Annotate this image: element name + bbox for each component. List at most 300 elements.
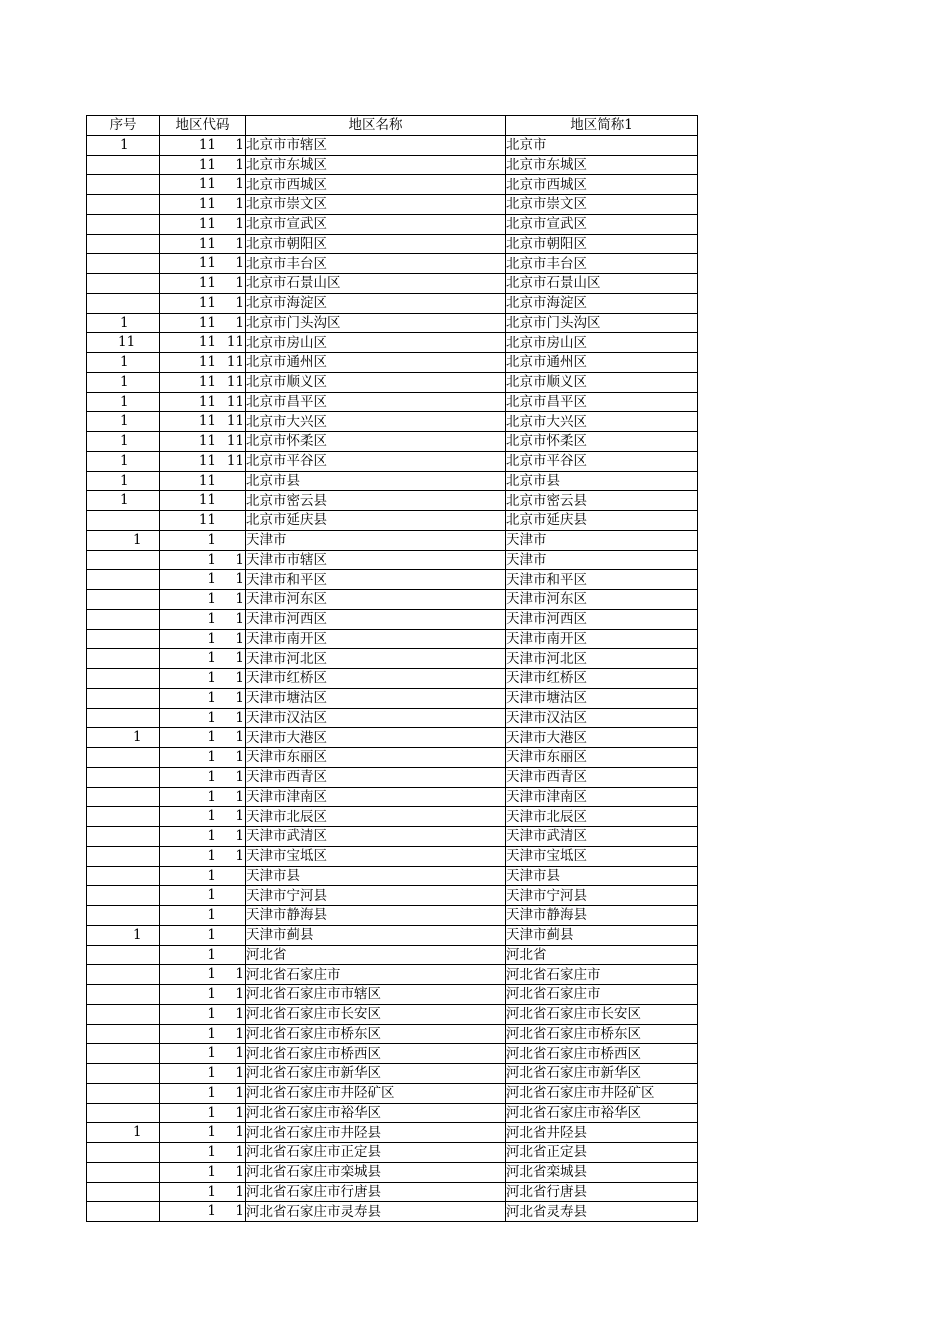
cell-region-code[interactable] <box>160 669 246 689</box>
cell-seq[interactable] <box>87 965 160 985</box>
cell-region-short-name[interactable]: 北京市大兴区 <box>506 412 698 432</box>
cell-region-short-name[interactable]: 北京市昌平区 <box>506 392 698 412</box>
cell-region-code[interactable] <box>160 214 246 234</box>
cell-region-name[interactable]: 北京市密云县 <box>246 491 506 511</box>
cell-seq[interactable] <box>87 1182 160 1202</box>
seq-value: 1 <box>120 314 129 331</box>
cell-seq[interactable] <box>87 432 160 452</box>
cell-seq[interactable] <box>87 985 160 1005</box>
cell-region-name[interactable]: 天津市静海县 <box>246 906 506 926</box>
header-region-short-name[interactable]: 地区简称1 <box>506 116 698 136</box>
region-code-part-b: 11 <box>226 334 244 351</box>
cell-seq[interactable] <box>87 234 160 254</box>
cell-seq[interactable] <box>87 570 160 590</box>
seq-value: 1 <box>133 926 142 943</box>
region-code-part-b: 1 <box>235 314 244 331</box>
cell-region-name[interactable]: 河北省石家庄市新华区 <box>246 1064 506 1084</box>
cell-region-name[interactable]: 天津市塘沽区 <box>246 688 506 708</box>
cell-region-name[interactable]: 天津市市辖区 <box>246 550 506 570</box>
cell-region-code[interactable] <box>160 590 246 610</box>
cell-seq[interactable] <box>87 925 160 945</box>
region-code-part-a: 1 <box>207 1045 216 1062</box>
region-code-part-a: 1 <box>207 650 216 667</box>
table-row <box>87 1103 698 1123</box>
cell-seq[interactable] <box>87 214 160 234</box>
cell-region-name[interactable]: 河北省石家庄市井陉矿区 <box>246 1083 506 1103</box>
region-code-part-b: 1 <box>235 591 244 607</box>
cell-region-short-name[interactable]: 河北省井陉县 <box>506 1123 698 1143</box>
cell-region-name[interactable]: 河北省石家庄市正定县 <box>246 1143 506 1163</box>
cell-region-short-name[interactable]: 北京市顺义区 <box>506 372 698 392</box>
cell-seq[interactable] <box>87 827 160 847</box>
cell-region-name[interactable]: 天津市宁河县 <box>246 886 506 906</box>
cell-seq[interactable] <box>87 886 160 906</box>
cell-region-short-name[interactable]: 北京市平谷区 <box>506 451 698 471</box>
table-row <box>87 1202 698 1222</box>
region-code-part-b: 11 <box>226 393 244 410</box>
cell-region-code[interactable] <box>160 353 246 373</box>
cell-region-short-name[interactable]: 北京市西城区 <box>506 175 698 195</box>
cell-region-code[interactable] <box>160 965 246 985</box>
cell-region-code[interactable] <box>160 313 246 333</box>
region-code-part-a: 1 <box>207 1163 216 1180</box>
cell-seq[interactable] <box>87 333 160 353</box>
cell-seq[interactable] <box>87 609 160 629</box>
cell-seq[interactable] <box>87 1143 160 1163</box>
cell-region-name[interactable]: 天津市东丽区 <box>246 748 506 768</box>
table-row <box>87 195 698 215</box>
region-code-part-b: 1 <box>235 275 244 291</box>
cell-region-code[interactable] <box>160 175 246 195</box>
table-row <box>87 1123 698 1143</box>
cell-seq[interactable] <box>87 313 160 333</box>
cell-region-code[interactable] <box>160 827 246 847</box>
region-code-part-a: 1 <box>207 1203 216 1220</box>
cell-region-code[interactable] <box>160 1103 246 1123</box>
table-row <box>87 511 698 531</box>
cell-region-code[interactable] <box>160 530 246 550</box>
cell-region-name[interactable]: 天津市南开区 <box>246 629 506 649</box>
cell-region-name[interactable]: 河北省石家庄市桥东区 <box>246 1024 506 1044</box>
region-code-part-a: 1 <box>207 551 216 568</box>
cell-region-short-name[interactable]: 天津市蓟县 <box>506 925 698 945</box>
cell-region-short-name[interactable]: 天津市南开区 <box>506 629 698 649</box>
cell-region-short-name[interactable]: 天津市东丽区 <box>506 748 698 768</box>
table-row <box>87 1182 698 1202</box>
cell-region-code[interactable] <box>160 1162 246 1182</box>
table-row <box>87 333 698 353</box>
cell-region-name[interactable]: 河北省石家庄市栾城县 <box>246 1162 506 1182</box>
table-row <box>87 866 698 886</box>
cell-region-code[interactable] <box>160 787 246 807</box>
cell-region-name[interactable]: 天津市红桥区 <box>246 669 506 689</box>
region-code-part-a: 1 <box>207 670 216 686</box>
cell-region-short-name[interactable]: 天津市河北区 <box>506 649 698 669</box>
cell-region-code[interactable] <box>160 866 246 886</box>
cell-region-short-name[interactable]: 天津市汉沽区 <box>506 708 698 728</box>
cell-region-short-name[interactable]: 北京市海淀区 <box>506 293 698 313</box>
region-code-part-a: 1 <box>207 966 216 983</box>
cell-seq[interactable] <box>87 412 160 432</box>
cell-region-code[interactable] <box>160 1143 246 1163</box>
region-code-part-a: 1 <box>207 867 216 884</box>
region-code-part-a: 11 <box>198 433 216 449</box>
cell-region-code[interactable] <box>160 254 246 274</box>
region-code-part-b: 1 <box>235 1183 244 1200</box>
region-code-part-b: 1 <box>235 156 244 173</box>
region-code-part-a: 1 <box>207 946 216 963</box>
cell-seq[interactable] <box>87 511 160 531</box>
cell-region-name[interactable]: 北京市门头沟区 <box>246 313 506 333</box>
cell-region-short-name[interactable]: 北京市宣武区 <box>506 214 698 234</box>
table-row <box>87 708 698 728</box>
cell-region-name[interactable]: 天津市县 <box>246 866 506 886</box>
cell-seq[interactable] <box>87 274 160 294</box>
cell-seq[interactable] <box>87 1064 160 1084</box>
cell-seq[interactable] <box>87 1162 160 1182</box>
cell-region-short-name[interactable]: 北京市门头沟区 <box>506 313 698 333</box>
cell-region-short-name[interactable]: 河北省灵寿县 <box>506 1202 698 1222</box>
cell-region-code[interactable] <box>160 234 246 254</box>
table-row <box>87 353 698 373</box>
cell-region-short-name[interactable]: 北京市县 <box>506 471 698 491</box>
table-row <box>87 649 698 669</box>
cell-region-short-name[interactable]: 河北省正定县 <box>506 1143 698 1163</box>
cell-region-short-name[interactable]: 天津市河西区 <box>506 609 698 629</box>
cell-region-code[interactable] <box>160 432 246 452</box>
cell-region-code[interactable] <box>160 412 246 432</box>
cell-region-short-name[interactable]: 天津市津南区 <box>506 787 698 807</box>
cell-region-code[interactable] <box>160 807 246 827</box>
cell-region-short-name[interactable]: 天津市宝坻区 <box>506 846 698 866</box>
cell-region-code[interactable] <box>160 195 246 215</box>
cell-seq[interactable] <box>87 807 160 827</box>
seq-value: 1 <box>120 373 129 390</box>
cell-region-name[interactable]: 北京市延庆县 <box>246 511 506 531</box>
cell-region-short-name[interactable]: 河北省石家庄市桥西区 <box>506 1044 698 1064</box>
header-row <box>87 116 698 136</box>
table-row <box>87 906 698 926</box>
cell-region-short-name[interactable]: 天津市河东区 <box>506 590 698 610</box>
cell-region-code[interactable] <box>160 471 246 491</box>
cell-region-short-name[interactable]: 天津市 <box>506 530 698 550</box>
cell-seq[interactable] <box>87 846 160 866</box>
cell-region-name[interactable]: 北京市市辖区 <box>246 135 506 155</box>
cell-region-short-name[interactable]: 北京市朝阳区 <box>506 234 698 254</box>
cell-region-name[interactable]: 北京市东城区 <box>246 155 506 175</box>
region-code-part-a: 1 <box>207 788 216 805</box>
cell-region-name[interactable]: 北京市顺义区 <box>246 372 506 392</box>
cell-region-short-name[interactable]: 天津市塘沽区 <box>506 688 698 708</box>
cell-region-short-name[interactable]: 北京市崇文区 <box>506 195 698 215</box>
cell-region-code[interactable] <box>160 906 246 926</box>
cell-region-name[interactable]: 北京市朝阳区 <box>246 234 506 254</box>
cell-region-short-name[interactable]: 北京市石景山区 <box>506 274 698 294</box>
cell-seq[interactable] <box>87 155 160 175</box>
cell-region-name[interactable]: 北京市海淀区 <box>246 293 506 313</box>
cell-seq[interactable] <box>87 135 160 155</box>
seq-value: 1 <box>133 531 142 548</box>
cell-region-name[interactable]: 河北省石家庄市市辖区 <box>246 985 506 1005</box>
cell-region-name[interactable]: 天津市津南区 <box>246 787 506 807</box>
cell-seq[interactable] <box>87 372 160 392</box>
cell-region-code[interactable] <box>160 945 246 965</box>
cell-region-short-name[interactable]: 河北省 <box>506 945 698 965</box>
cell-region-name[interactable]: 天津市 <box>246 530 506 550</box>
cell-region-name[interactable]: 天津市河东区 <box>246 590 506 610</box>
cell-region-name[interactable]: 天津市汉沽区 <box>246 708 506 728</box>
cell-region-name[interactable]: 北京市石景山区 <box>246 274 506 294</box>
cell-region-code[interactable] <box>160 550 246 570</box>
cell-seq[interactable] <box>87 649 160 669</box>
cell-region-code[interactable] <box>160 767 246 787</box>
cell-seq[interactable] <box>87 550 160 570</box>
region-code-part-a: 11 <box>198 235 216 252</box>
cell-region-code[interactable] <box>160 1182 246 1202</box>
cell-region-short-name[interactable]: 北京市房山区 <box>506 333 698 353</box>
cell-region-name[interactable]: 北京市县 <box>246 471 506 491</box>
cell-region-name[interactable]: 天津市北辰区 <box>246 807 506 827</box>
cell-region-code[interactable] <box>160 748 246 768</box>
cell-region-code[interactable] <box>160 155 246 175</box>
table-row <box>87 925 698 945</box>
region-code-part-a: 1 <box>207 808 216 825</box>
cell-region-code[interactable] <box>160 1123 246 1143</box>
cell-seq[interactable] <box>87 906 160 926</box>
cell-seq[interactable] <box>87 767 160 787</box>
cell-seq[interactable] <box>87 353 160 373</box>
cell-region-code[interactable] <box>160 392 246 412</box>
table-row <box>87 945 698 965</box>
region-code-part-a: 11 <box>198 452 216 469</box>
cell-seq[interactable] <box>87 669 160 689</box>
region-code-part-b: 1 <box>235 1025 244 1042</box>
cell-region-name[interactable]: 北京市丰台区 <box>246 254 506 274</box>
cell-region-short-name[interactable]: 河北省栾城县 <box>506 1162 698 1182</box>
table-row <box>87 1143 698 1163</box>
cell-seq[interactable] <box>87 254 160 274</box>
cell-region-name[interactable]: 北京市房山区 <box>246 333 506 353</box>
cell-seq[interactable] <box>87 708 160 728</box>
cell-region-code[interactable] <box>160 886 246 906</box>
cell-region-name[interactable]: 北京市西城区 <box>246 175 506 195</box>
region-code-part-b: 1 <box>235 709 244 726</box>
region-code-part-b: 1 <box>235 729 244 746</box>
cell-region-name[interactable]: 天津市武清区 <box>246 827 506 847</box>
cell-region-name[interactable]: 天津市西青区 <box>246 767 506 787</box>
region-code-part-a: 1 <box>207 591 216 607</box>
cell-seq[interactable] <box>87 787 160 807</box>
region-code-part-b: 1 <box>235 986 244 1002</box>
cell-seq[interactable] <box>87 728 160 748</box>
cell-region-code[interactable] <box>160 333 246 353</box>
cell-region-code[interactable] <box>160 1202 246 1222</box>
cell-region-code[interactable] <box>160 1024 246 1044</box>
cell-region-name[interactable]: 河北省石家庄市 <box>246 965 506 985</box>
cell-seq[interactable] <box>87 195 160 215</box>
cell-region-code[interactable] <box>160 274 246 294</box>
table-row <box>87 1044 698 1064</box>
cell-region-name[interactable]: 河北省石家庄市行唐县 <box>246 1182 506 1202</box>
cell-region-code[interactable] <box>160 1004 246 1024</box>
cell-seq[interactable] <box>87 530 160 550</box>
cell-region-short-name[interactable]: 河北省石家庄市长安区 <box>506 1004 698 1024</box>
cell-region-name[interactable]: 北京市崇文区 <box>246 195 506 215</box>
cell-seq[interactable] <box>87 866 160 886</box>
cell-region-short-name[interactable]: 天津市静海县 <box>506 906 698 926</box>
cell-region-short-name[interactable]: 北京市怀柔区 <box>506 432 698 452</box>
cell-seq[interactable] <box>87 1083 160 1103</box>
cell-region-code[interactable] <box>160 570 246 590</box>
cell-region-name[interactable]: 河北省石家庄市长安区 <box>246 1004 506 1024</box>
cell-region-name[interactable]: 天津市宝坻区 <box>246 846 506 866</box>
cell-region-short-name[interactable]: 天津市县 <box>506 866 698 886</box>
region-code-part-a: 1 <box>207 986 216 1002</box>
cell-region-code[interactable] <box>160 846 246 866</box>
cell-region-name[interactable]: 天津市河西区 <box>246 609 506 629</box>
cell-region-name[interactable]: 北京市通州区 <box>246 353 506 373</box>
cell-region-name[interactable]: 河北省石家庄市桥西区 <box>246 1044 506 1064</box>
cell-region-short-name[interactable]: 北京市丰台区 <box>506 254 698 274</box>
cell-seq[interactable] <box>87 1004 160 1024</box>
region-code-part-b: 1 <box>235 610 244 627</box>
cell-region-short-name[interactable]: 天津市西青区 <box>506 767 698 787</box>
table-row <box>87 669 698 689</box>
cell-seq[interactable] <box>87 590 160 610</box>
header-region-code[interactable]: 地区代码 <box>160 116 246 136</box>
cell-seq[interactable] <box>87 748 160 768</box>
cell-region-code[interactable] <box>160 629 246 649</box>
cell-seq[interactable] <box>87 945 160 965</box>
cell-region-code[interactable] <box>160 609 246 629</box>
cell-region-short-name[interactable]: 天津市和平区 <box>506 570 698 590</box>
cell-seq[interactable] <box>87 175 160 195</box>
cell-region-code[interactable] <box>160 372 246 392</box>
cell-region-code[interactable] <box>160 1064 246 1084</box>
region-code-part-a: 1 <box>207 630 216 647</box>
cell-region-short-name[interactable]: 北京市东城区 <box>506 155 698 175</box>
region-code-part-b: 1 <box>235 1163 244 1180</box>
cell-seq[interactable] <box>87 1024 160 1044</box>
region-code-part-b: 1 <box>235 670 244 686</box>
cell-region-short-name[interactable]: 河北省石家庄市 <box>506 965 698 985</box>
region-code-part-b: 1 <box>235 551 244 568</box>
cell-seq[interactable] <box>87 629 160 649</box>
seq-value: 1 <box>120 472 129 489</box>
region-code-part-a: 11 <box>198 275 216 291</box>
region-code-part-a: 1 <box>207 1084 216 1101</box>
cell-region-short-name[interactable]: 北京市延庆县 <box>506 511 698 531</box>
region-code-part-b: 11 <box>226 413 244 430</box>
cell-seq[interactable] <box>87 293 160 313</box>
cell-seq[interactable] <box>87 1103 160 1123</box>
cell-seq[interactable] <box>87 1202 160 1222</box>
region-code-part-a: 11 <box>198 176 216 193</box>
cell-region-short-name[interactable]: 天津市北辰区 <box>506 807 698 827</box>
cell-region-name[interactable]: 北京市平谷区 <box>246 451 506 471</box>
table-row <box>87 155 698 175</box>
region-code-part-b: 1 <box>235 847 244 864</box>
cell-region-code[interactable] <box>160 728 246 748</box>
cell-region-short-name[interactable]: 河北省行唐县 <box>506 1182 698 1202</box>
cell-region-code[interactable] <box>160 293 246 313</box>
cell-region-name[interactable]: 河北省 <box>246 945 506 965</box>
seq-value: 1 <box>120 354 129 370</box>
cell-region-name[interactable]: 北京市怀柔区 <box>246 432 506 452</box>
table-row <box>87 392 698 412</box>
cell-region-name[interactable]: 北京市昌平区 <box>246 392 506 412</box>
cell-region-short-name[interactable]: 天津市红桥区 <box>506 669 698 689</box>
cell-region-short-name[interactable]: 河北省石家庄市井陉矿区 <box>506 1083 698 1103</box>
cell-region-short-name[interactable]: 北京市 <box>506 135 698 155</box>
cell-region-short-name[interactable]: 河北省石家庄市裕华区 <box>506 1103 698 1123</box>
cell-region-name[interactable]: 天津市和平区 <box>246 570 506 590</box>
cell-region-code[interactable] <box>160 688 246 708</box>
cell-region-short-name[interactable]: 北京市通州区 <box>506 353 698 373</box>
cell-region-code[interactable] <box>160 135 246 155</box>
table-row <box>87 1064 698 1084</box>
cell-region-short-name[interactable]: 河北省石家庄市新华区 <box>506 1064 698 1084</box>
cell-region-code[interactable] <box>160 451 246 471</box>
table-row <box>87 827 698 847</box>
cell-region-name[interactable]: 河北省石家庄市裕华区 <box>246 1103 506 1123</box>
cell-seq[interactable] <box>87 688 160 708</box>
region-code-part-b: 1 <box>235 136 244 153</box>
cell-region-name[interactable]: 河北省石家庄市井陉县 <box>246 1123 506 1143</box>
region-code-part-b: 1 <box>235 176 244 193</box>
cell-region-name[interactable]: 天津市河北区 <box>246 649 506 669</box>
cell-region-short-name[interactable]: 天津市宁河县 <box>506 886 698 906</box>
cell-region-code[interactable] <box>160 925 246 945</box>
table-row <box>87 846 698 866</box>
header-seq[interactable]: 序号 <box>87 116 160 136</box>
cell-region-name[interactable]: 天津市蓟县 <box>246 925 506 945</box>
cell-region-code[interactable] <box>160 708 246 728</box>
cell-region-name[interactable]: 天津市大港区 <box>246 728 506 748</box>
cell-region-name[interactable]: 北京市大兴区 <box>246 412 506 432</box>
cell-region-name[interactable]: 河北省石家庄市灵寿县 <box>246 1202 506 1222</box>
cell-seq[interactable] <box>87 471 160 491</box>
cell-region-short-name[interactable]: 河北省石家庄市桥东区 <box>506 1024 698 1044</box>
cell-region-name[interactable]: 北京市宣武区 <box>246 214 506 234</box>
cell-region-code[interactable] <box>160 985 246 1005</box>
region-code-part-b: 1 <box>235 768 244 785</box>
cell-seq[interactable] <box>87 1044 160 1064</box>
region-code-part-a: 11 <box>198 393 216 410</box>
region-code-part-a: 11 <box>198 255 216 272</box>
cell-region-code[interactable] <box>160 511 246 531</box>
cell-region-code[interactable] <box>160 649 246 669</box>
cell-region-code[interactable] <box>160 1044 246 1064</box>
region-code-part-a: 1 <box>207 689 216 706</box>
region-code-part-a: 1 <box>207 926 216 943</box>
table-row <box>87 471 698 491</box>
region-code-part-b: 1 <box>235 1124 244 1141</box>
cell-seq[interactable] <box>87 392 160 412</box>
seq-value: 1 <box>120 492 129 509</box>
cell-seq[interactable] <box>87 491 160 511</box>
cell-region-short-name[interactable]: 天津市大港区 <box>506 728 698 748</box>
cell-region-code[interactable] <box>160 1083 246 1103</box>
cell-seq[interactable] <box>87 451 160 471</box>
cell-region-short-name[interactable]: 北京市密云县 <box>506 491 698 511</box>
cell-region-short-name[interactable]: 天津市武清区 <box>506 827 698 847</box>
cell-region-short-name[interactable]: 河北省石家庄市 <box>506 985 698 1005</box>
cell-seq[interactable] <box>87 1123 160 1143</box>
header-region-name[interactable]: 地区名称 <box>246 116 506 136</box>
cell-region-code[interactable] <box>160 491 246 511</box>
cell-region-short-name[interactable]: 天津市 <box>506 550 698 570</box>
